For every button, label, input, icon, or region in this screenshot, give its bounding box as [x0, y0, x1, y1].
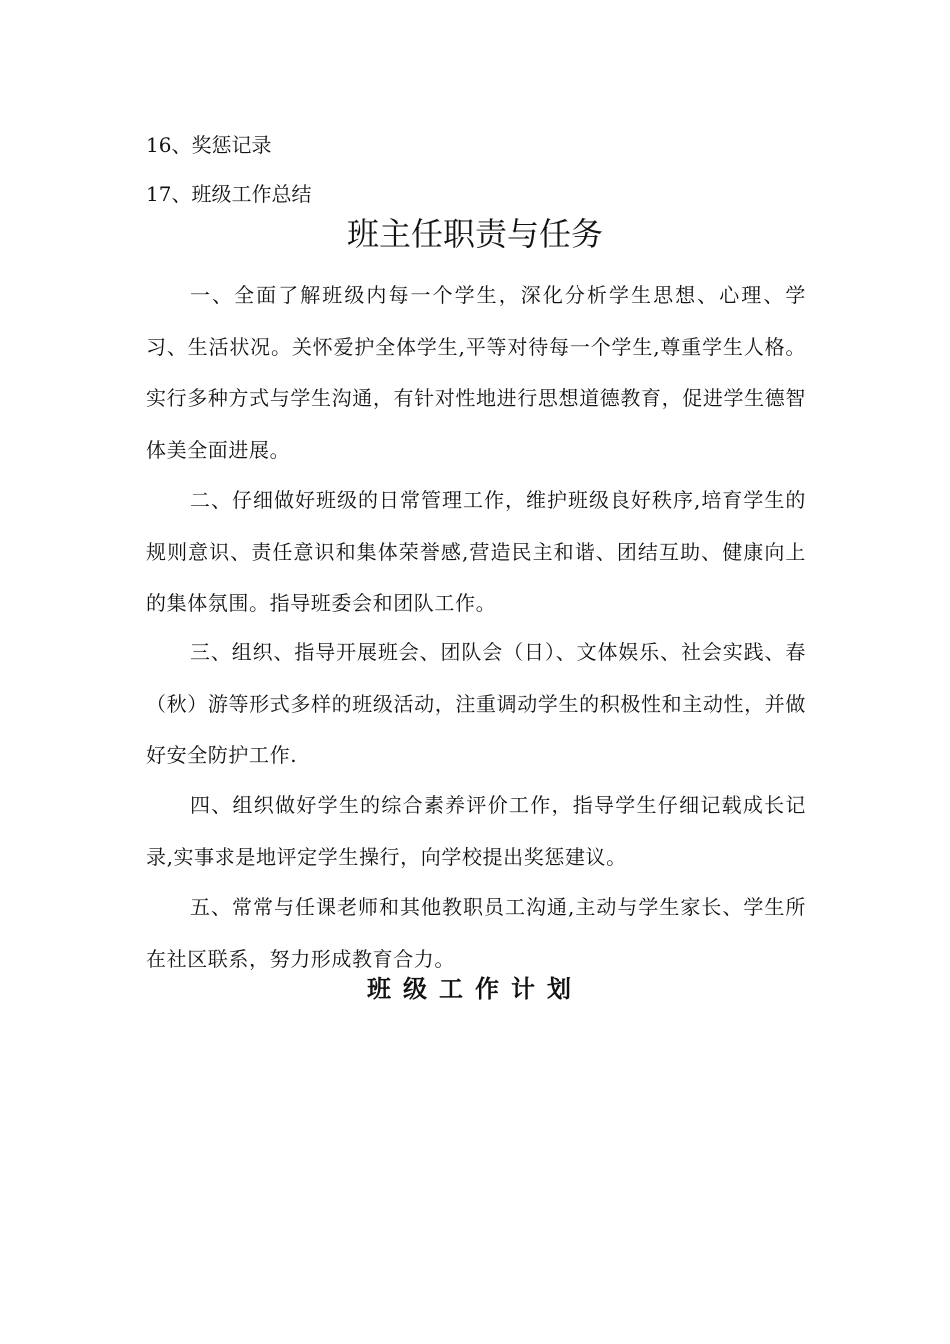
paragraph-3: 三、组织、指导开展班会、团队会（日）、文体娱乐、社会实践、春（秋）游等形式多样的班级活动，注重调动学生的积极性和主动性，并做好安全防护工作. — [146, 640, 806, 767]
paragraph-2: 二、仔细做好班级的日常管理工作，维护班级良好秩序,培育学生的规则意识、责任意识和集体荣誉感,营造民主和谐、团结互助、健康向上的集体氛围。指导班委会和团队工作。 — [146, 488, 806, 615]
section-subtitle: 班级工作计划 — [367, 975, 583, 1003]
list-item-class-work-summary: 17、班级工作总结 — [146, 182, 312, 206]
paragraph-5: 五、常常与任课老师和其他教职员工沟通,主动与学生家长、学生所在社区联系，努力形成教育合力。 — [146, 895, 806, 971]
list-item-awards-records: 16、奖惩记录 — [146, 133, 272, 157]
section-title: 班主任职责与任务 — [346, 215, 603, 253]
paragraph-1: 一、全面了解班级内每一个学生，深化分析学生思想、心理、学习、生活状况。关怀爱护全体学生,平等对待每一个学生,尊重学生人格。实行多种方式与学生沟通，有针对性地进行思想道德教育，促进学生德智体美全面进展。 — [146, 283, 806, 462]
paragraph-4: 四、组织做好学生的综合素养评价工作，指导学生仔细记载成长记录,实事求是地评定学生操行，向学校提出奖惩建议。 — [146, 793, 806, 869]
